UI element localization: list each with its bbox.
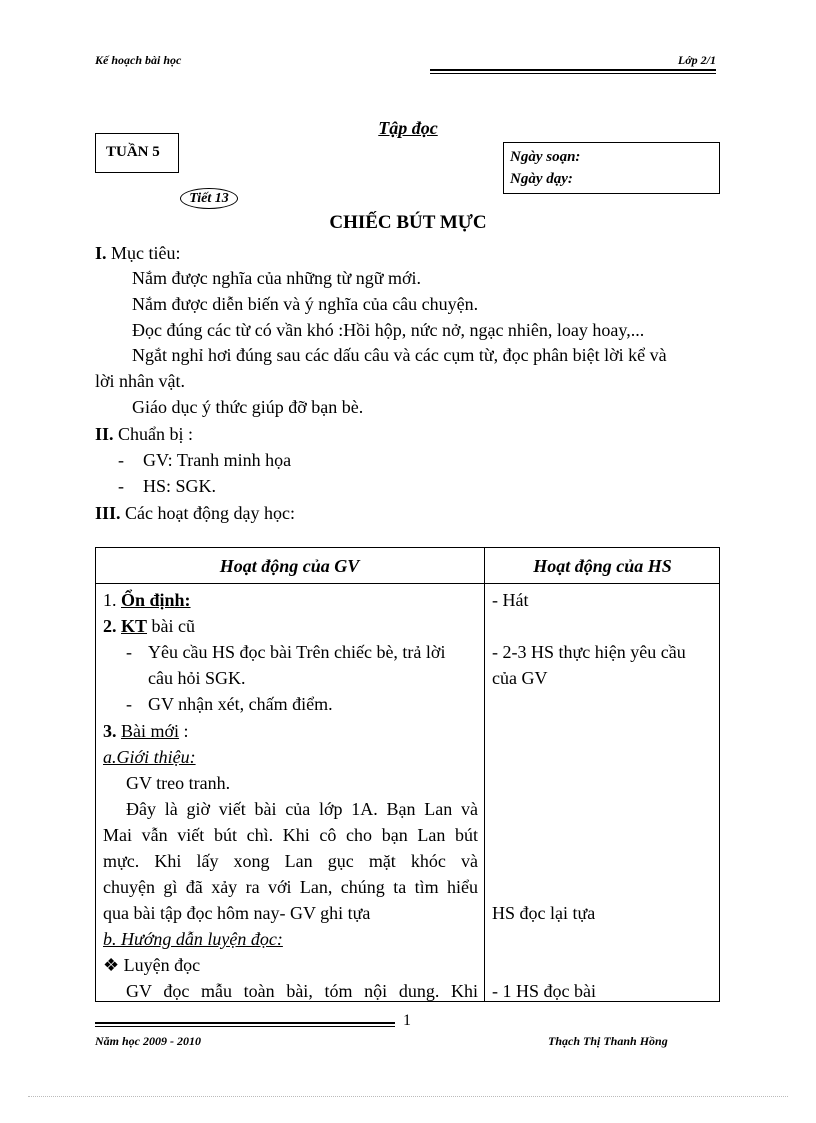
lesson-title: CHIẾC BÚT MỰC: [329, 212, 487, 233]
gv-intro-paragraph: Mai vẫn viết bút chì. Khi cô cho bạn Lan bút: [103, 825, 478, 845]
gv-step-2-item: Yêu cầu HS đọc bài Trên chiếc bè, trả lời: [148, 642, 446, 662]
preparation-item-gv: GV: Tranh minh họa: [143, 450, 292, 470]
week-box: TUẦN 5: [95, 133, 179, 173]
gv-step-2-item-cont: câu hỏi SGK.: [148, 668, 246, 688]
diamond-bullet-icon: ❖: [103, 955, 120, 975]
prepared-date-label: Ngày soạn:: [510, 149, 581, 165]
subject-title: Tập đọc: [378, 118, 438, 138]
gv-step-3: 3. Bài mới :: [103, 721, 189, 741]
preparation-item-hs: HS: SGK.: [143, 476, 217, 496]
header-rule: [430, 69, 716, 71]
hs-row-2-cont: của GV: [492, 668, 548, 688]
footer-rule-thin: [95, 1026, 395, 1027]
gv-intro-heading: a.Giới thiệu:: [103, 747, 196, 767]
header-class: Lớp 2/1: [677, 53, 716, 67]
page-edge-dotted-line: [28, 1096, 788, 1097]
table-header-divider: [95, 583, 720, 584]
hs-row-1: - Hát: [492, 590, 529, 610]
header-lesson-plan: Kế hoạch bài học: [95, 53, 182, 67]
taught-date-label: Ngày dạy:: [510, 171, 573, 187]
gv-intro-line: GV treo tranh.: [126, 773, 231, 793]
table-header-gv: Hoạt động của GV: [219, 556, 360, 576]
dash-marker: -: [118, 476, 124, 496]
gv-intro-paragraph: chuyện gì đã xảy ra với Lan, chúng ta tìm hiểu: [103, 877, 478, 897]
gv-reading-sub: ❖ Luyện đọc: [103, 955, 201, 975]
footer-author: Thạch Thị Thanh Hồng: [548, 1034, 668, 1048]
objectives-heading: I. Mục tiêu:: [95, 243, 181, 263]
table-header-hs: Hoạt động của HS: [533, 556, 672, 576]
gv-reading-line: GV đọc mẫu toàn bài, tóm nội dung. Khi: [126, 981, 478, 1001]
footer-rule: [95, 1022, 395, 1024]
gv-step-2: 2. KT bài cũ: [103, 616, 195, 636]
hs-row-2: - 2-3 HS thực hiện yêu cầu: [492, 642, 686, 662]
objective-item: Nắm được diễn biến và ý nghĩa của câu chuyện.: [132, 294, 479, 314]
gv-step-2-item: GV nhận xét, chấm điểm.: [148, 694, 333, 714]
period-badge: Tiết 13: [180, 188, 238, 209]
dash-marker: -: [126, 694, 132, 714]
activities-heading: III. Các hoạt động dạy học:: [95, 503, 295, 523]
footer-school-year: Năm học 2009 - 2010: [95, 1034, 201, 1048]
objective-item: Giáo dục ý thức giúp đỡ bạn bè.: [132, 397, 364, 417]
gv-intro-paragraph: qua bài tập đọc hôm nay- GV ghi tựa: [103, 903, 371, 923]
objective-item: Ngắt nghỉ hơi đúng sau các dấu câu và các cụm từ, đọc phân biệt lời kể và: [132, 345, 667, 365]
header-rule-thin: [430, 73, 716, 74]
gv-step-1: 1. Ổn định:: [103, 590, 191, 610]
hs-row-4: - 1 HS đọc bài: [492, 981, 596, 1001]
objective-item: Nắm được nghĩa của những từ ngữ mới.: [132, 268, 422, 288]
gv-reading-heading: b. Hướng dẫn luyện đọc:: [103, 929, 283, 949]
date-box: [503, 142, 720, 194]
objective-item: Đọc đúng các từ có vần khó :Hồi hộp, nức nở, ngạc nhiên, loay hoay,...: [132, 320, 645, 340]
objective-item-cont: lời nhân vật.: [95, 371, 185, 391]
dash-marker: -: [118, 450, 124, 470]
gv-intro-paragraph: Đây là giờ viết bài của lớp 1A. Bạn Lan và: [126, 799, 478, 819]
dash-marker: -: [126, 642, 132, 662]
table-column-divider: [484, 547, 485, 1002]
preparation-heading: II. Chuẩn bị :: [95, 424, 194, 444]
page-number: 1: [403, 1012, 411, 1029]
hs-row-3: HS đọc lại tựa: [492, 903, 596, 923]
gv-intro-paragraph: mực. Khi lấy xong Lan gục mặt khóc và: [103, 851, 478, 871]
